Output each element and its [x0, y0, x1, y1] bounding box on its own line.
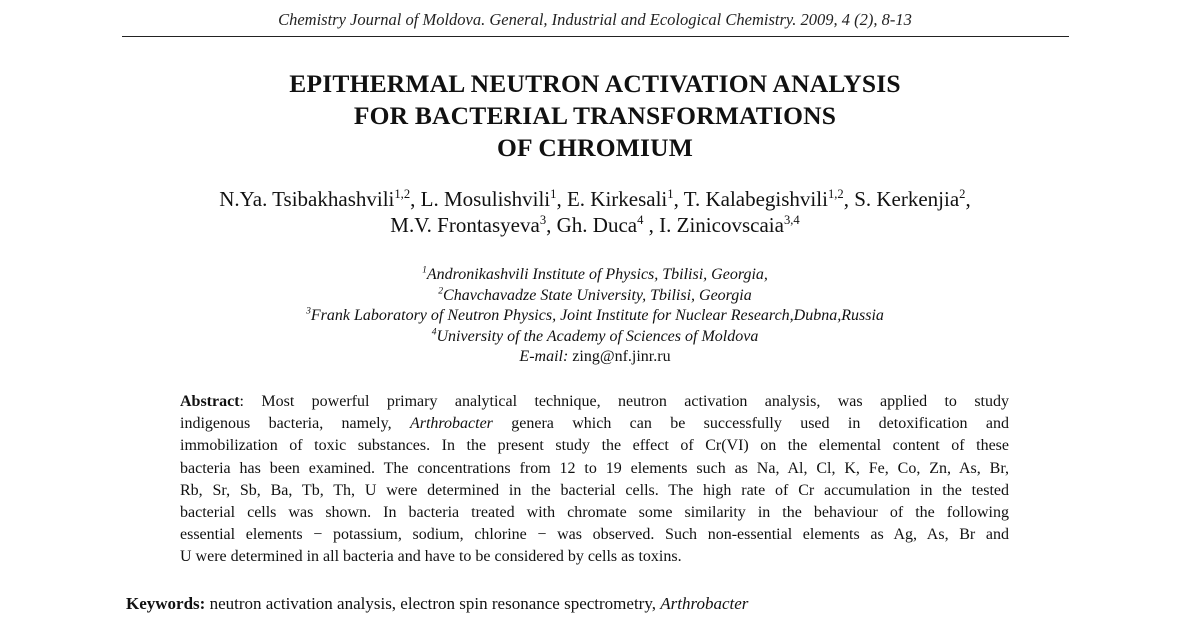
author-name: S. Kerkenjia — [854, 187, 960, 211]
affiliation-text: Chavchavadze State University, Tbilisi, Georgia — [443, 286, 752, 304]
authors-line-2 — [0, 212, 1190, 238]
affiliation-4 — [0, 327, 1190, 348]
title-line-3: OF CHROMIUM — [496, 133, 693, 162]
journal-header: Chemistry Journal of Moldova. General, Industrial and Ecological Chemistry. 2009, 4 (2), 8-13 — [278, 10, 912, 29]
authors — [0, 186, 1190, 238]
authors-line-1 — [0, 186, 1190, 212]
affiliation-1 — [0, 265, 1190, 286]
abstract-line-8: U were determined in all bacteria and have to be considered by cells as toxins. — [180, 548, 682, 566]
abstract-label: Abstract — [180, 393, 240, 410]
abstract-text: indigenous bacteria, namely, — [180, 415, 410, 433]
email-link[interactable]: zing@nf.jinr.ru — [572, 348, 671, 365]
affiliation-sup: 3 — [306, 305, 311, 317]
abstract-line-4: bacteria has been examined. The concentrations from 12 to 19 elements such as Na, Al, Cl, K, Fe, Co, Zn, As, Br, — [180, 459, 1009, 477]
author-name: M.V. Frontasyeva — [390, 213, 540, 237]
abstract-line-1 — [180, 391, 1009, 413]
author-name: L. Mosulishvili — [420, 187, 551, 211]
affiliation-text: Frank Laboratory of Neutron Physics, Joint Institute for Nuclear Research,Dubna,Russia — [310, 307, 884, 324]
keywords-genus: Arthrobacter — [660, 594, 749, 613]
paper-title — [0, 68, 1190, 164]
affiliation-text: Andronikashvili Institute of Physics, Tbilisi, Georgia, — [426, 266, 768, 283]
abstract — [180, 391, 1009, 569]
author-name: N.Ya. Tsibakhashvili — [219, 187, 395, 211]
abstract-genus: Arthrobacter — [409, 415, 493, 433]
abstract-text: : Most powerful primary analytical technique, neutron activation analysis, was applied to study — [239, 393, 1009, 410]
affiliation-sup: 2 — [438, 285, 444, 297]
author-affil-sup: 3,4 — [783, 213, 800, 227]
author-separator: , — [643, 213, 660, 237]
title-line-1: EPITHERMAL NEUTRON ACTIVATION ANALYSIS — [289, 69, 901, 98]
email-line — [0, 347, 1190, 368]
author-affil-sup: 1 — [667, 187, 674, 201]
author-affil-sup: 4 — [637, 213, 644, 227]
affiliation-text: University of the Academy of Sciences of Moldova — [436, 327, 759, 345]
author-name: I. Zinicovscaia — [659, 213, 784, 237]
author-affil-sup: 1 — [550, 187, 557, 201]
author-separator: , — [410, 187, 421, 211]
author-name: Gh. Duca — [556, 213, 638, 237]
author-name: T. Kalabegishvili — [683, 187, 828, 211]
affiliations — [0, 265, 1190, 368]
abstract-line-7: essential elements − potassium, sodium, chlorine − was observed. Such non-essential elements as Ag, As, Br and — [180, 526, 1009, 544]
author-separator: , — [965, 187, 971, 211]
header-rule — [122, 36, 1069, 37]
author-separator: , — [673, 187, 684, 211]
affiliation-3 — [0, 306, 1190, 327]
author-affil-sup: 1,2 — [394, 187, 411, 201]
email-label: E-mail: — [519, 348, 573, 365]
affiliation-sup: 1 — [422, 264, 427, 276]
author-affil-sup: 3 — [539, 213, 547, 227]
author-affil-sup: 1,2 — [827, 187, 844, 201]
title-line-2: FOR BACTERIAL TRANSFORMATIONS — [353, 101, 837, 130]
keywords — [126, 594, 1066, 614]
abstract-text: genera which can be successfully used in detoxification and — [492, 415, 1009, 433]
author-name: E. Kirkesali — [566, 187, 668, 211]
abstract-line-6: bacterial cells was shown. In bacteria treated with chromate some similarity in the behaviour of the following — [180, 503, 1009, 521]
abstract-line-3: immobilization of toxic substances. In the present study the effect of Cr(VI) on the elemental content of these — [180, 437, 1009, 455]
author-separator: , — [843, 187, 855, 211]
author-separator: , — [556, 187, 567, 211]
author-affil-sup: 2 — [959, 187, 966, 201]
author-separator: , — [546, 213, 557, 237]
abstract-line-2 — [180, 413, 1009, 435]
keywords-text: neutron activation analysis, electron spin resonance spectrometry, — [205, 594, 661, 613]
keywords-label: Keywords: — [126, 594, 206, 613]
affiliation-2 — [0, 286, 1190, 307]
affiliation-sup: 4 — [431, 326, 437, 338]
abstract-line-5: Rb, Sr, Sb, Ba, Tb, Th, U were determined in the bacterial cells. The high rate of Cr accumulation in the tested — [180, 481, 1009, 499]
